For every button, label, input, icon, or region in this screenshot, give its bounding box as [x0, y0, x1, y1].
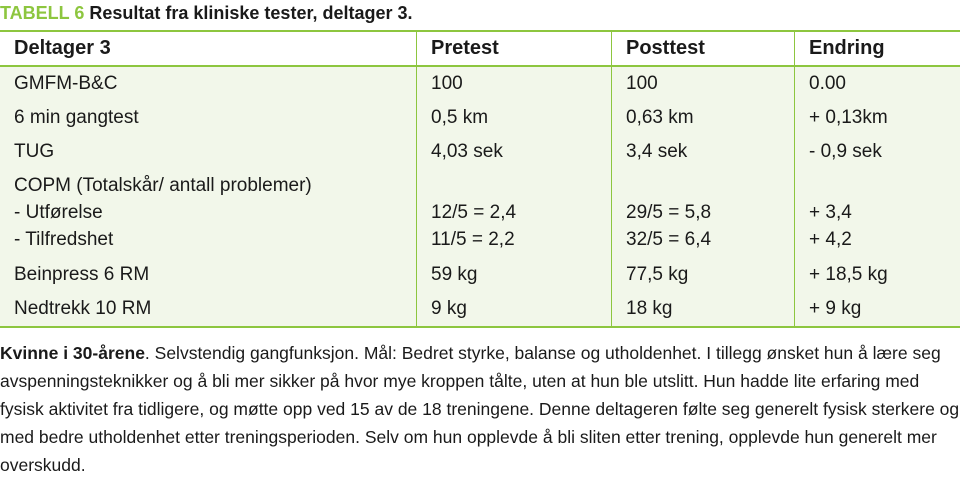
cell-line: + 0,13km — [809, 107, 888, 128]
cell-posttest — [611, 169, 794, 258]
header-change: Endring — [794, 32, 960, 65]
cell-test — [0, 169, 416, 258]
cell-line: 0,63 km — [626, 107, 694, 128]
cell-line: + 18,5 kg — [809, 264, 888, 285]
cell-pretest — [416, 258, 611, 292]
cell-pretest — [416, 67, 611, 101]
table-row — [0, 258, 960, 292]
cell-line: 9 kg — [431, 298, 467, 319]
cell-line: 77,5 kg — [626, 264, 689, 285]
cell-line: TUG — [14, 141, 55, 162]
cell-line: 0.00 — [809, 73, 846, 94]
cell-change — [794, 67, 960, 101]
description-lead: Kvinne i 30-årene — [0, 343, 145, 363]
cell-pretest — [416, 169, 611, 258]
cell-change — [794, 101, 960, 135]
cell-line: + 4,2 — [809, 229, 852, 250]
cell-change — [794, 292, 960, 326]
cell-line: 29/5 = 5,8 — [626, 202, 712, 223]
cell-pretest — [416, 292, 611, 326]
cell-test — [0, 135, 416, 169]
cell-line: GMFM-B&C — [14, 73, 118, 94]
cell-line: 100 — [626, 73, 658, 94]
cell-line — [809, 172, 960, 199]
participant-description — [0, 339, 960, 479]
cell-line: 18 kg — [626, 298, 673, 319]
cell-posttest — [611, 67, 794, 101]
cell-change — [794, 169, 960, 258]
table-header-row — [0, 32, 960, 67]
cell-line: Beinpress 6 RM — [14, 264, 150, 285]
cell-line: + 3,4 — [809, 202, 852, 223]
cell-line: 3,4 sek — [626, 141, 688, 162]
table-row — [0, 135, 960, 169]
table-label: TABELL 6 — [0, 3, 85, 23]
cell-line: 32/5 = 6,4 — [626, 229, 712, 250]
results-table — [0, 30, 960, 328]
header-posttest: Posttest — [611, 32, 794, 65]
table-caption — [0, 0, 413, 26]
table-row — [0, 169, 960, 258]
cell-posttest — [611, 135, 794, 169]
header-pretest: Pretest — [416, 32, 611, 65]
cell-line: 12/5 = 2,4 — [431, 202, 517, 223]
cell-test — [0, 101, 416, 135]
table-title: Resultat fra kliniske tester, deltager 3. — [89, 3, 413, 23]
cell-line: - 0,9 sek — [809, 141, 882, 162]
cell-posttest — [611, 101, 794, 135]
cell-line: 0,5 km — [431, 107, 489, 128]
cell-line: Nedtrekk 10 RM — [14, 298, 152, 319]
description-text: . Selvstendig gangfunksjon. Mål: Bedret styrke, balanse og utholdenhet. I tillegg ønsket hun å lære seg avspenningsteknikker og å bli mer sikker på hvor mye kroppen tålte, uten at hun ble utslitt. Hun hadde lite erfaring med fysisk aktivitet fra tidligere, og møtte opp ved 15 av de 18 treningene. Denne deltageren følte seg generelt fysisk sterkere og med bedre utholdenhet etter treningsperioden. Selv om hun opplevde å bli sliten etter trening, opplevde hun generelt mer overskudd. — [0, 343, 960, 475]
cell-line — [431, 172, 611, 199]
header-participant: Deltager 3 — [14, 37, 111, 59]
cell-test — [0, 292, 416, 326]
cell-posttest — [611, 292, 794, 326]
table-body — [0, 67, 960, 326]
cell-pretest — [416, 135, 611, 169]
table-row — [0, 101, 960, 135]
cell-line: 4,03 sek — [431, 141, 503, 162]
cell-line: COPM (Totalskår/ antall problemer) — [14, 175, 312, 196]
cell-change — [794, 258, 960, 292]
cell-pretest — [416, 101, 611, 135]
table-row — [0, 292, 960, 326]
cell-line: - Tilfredshet — [14, 229, 114, 250]
cell-line: 100 — [431, 73, 463, 94]
cell-line: - Utførelse — [14, 202, 103, 223]
cell-line — [626, 172, 794, 199]
cell-change — [794, 135, 960, 169]
table-row — [0, 67, 960, 101]
cell-test — [0, 67, 416, 101]
cell-line: 59 kg — [431, 264, 478, 285]
cell-posttest — [611, 258, 794, 292]
cell-line: 11/5 = 2,2 — [431, 229, 515, 250]
cell-test — [0, 258, 416, 292]
cell-line: + 9 kg — [809, 298, 862, 319]
cell-line: 6 min gangtest — [14, 107, 139, 128]
